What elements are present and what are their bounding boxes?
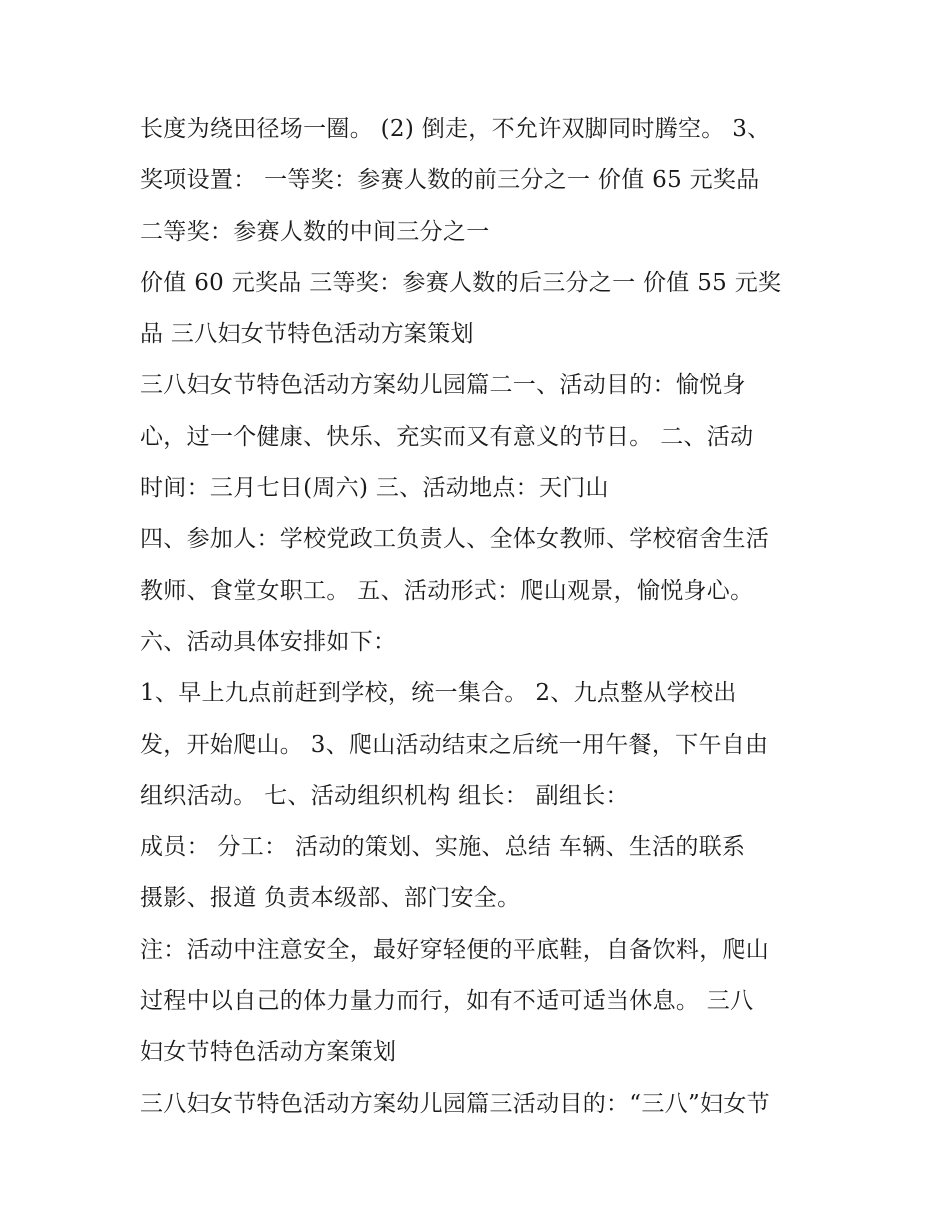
text-line: 心，过一个健康、快乐、充实而又有意义的节日。 二、活动: [140, 423, 754, 450]
text-line: 四、参加人：学校党政工负责人、全体女教师、学校宿舍生活: [140, 526, 770, 553]
text-line: 发，开始爬山。 3、爬山活动结束之后统一用午餐，下午自由: [140, 731, 769, 758]
text-line: 摄影、报道 负责本级部、部门安全。: [140, 885, 521, 912]
text-line: 奖项设置： 一等奖：参赛人数的前三分之一 价值 65 元奖品: [140, 167, 760, 194]
text-line: 教师、食堂女职工。 五、活动形式：爬山观景，愉悦身心。: [140, 577, 754, 604]
document-body: [140, 104, 830, 1130]
text-line: 长度为绕田径场一圈。 (2) 倒走，不允许双脚同时腾空。 3、: [140, 116, 771, 142]
text-line: 六、活动具体安排如下：: [140, 628, 397, 655]
text-line: 注：活动中注意安全，最好穿轻便的平底鞋，自备饮料，爬山: [140, 936, 770, 963]
text-line: 过程中以自己的体力量力而行，如有不适可适当休息。 三八: [140, 988, 754, 1015]
text-line: 三八妇女节特色活动方案幼儿园篇二一、活动目的：愉悦身: [140, 372, 746, 399]
text-line: 组织活动。 七、活动组织机构 组长： 副组长：: [140, 782, 629, 809]
text-line: 价值 60 元奖品 三等奖：参赛人数的后三分之一 价值 55 元奖: [140, 269, 782, 296]
text-line: 三八妇女节特色活动方案幼儿园篇三活动目的：“三八”妇女节: [140, 1090, 770, 1117]
text-line: 成员： 分工： 活动的策划、实施、总结 车辆、生活的联系: [140, 834, 746, 861]
text-line: 品 三八妇女节特色活动方案策划: [140, 321, 474, 348]
text-line: 时间：三月七日(周六) 三、活动地点：天门山: [140, 475, 609, 502]
text-line: 1、早上九点前赶到学校，统一集合。 2、九点整从学校出: [140, 680, 737, 707]
text-line: 二等奖：参赛人数的中间三分之一: [140, 218, 490, 245]
text-line: 妇女节特色活动方案策划: [140, 1039, 397, 1066]
